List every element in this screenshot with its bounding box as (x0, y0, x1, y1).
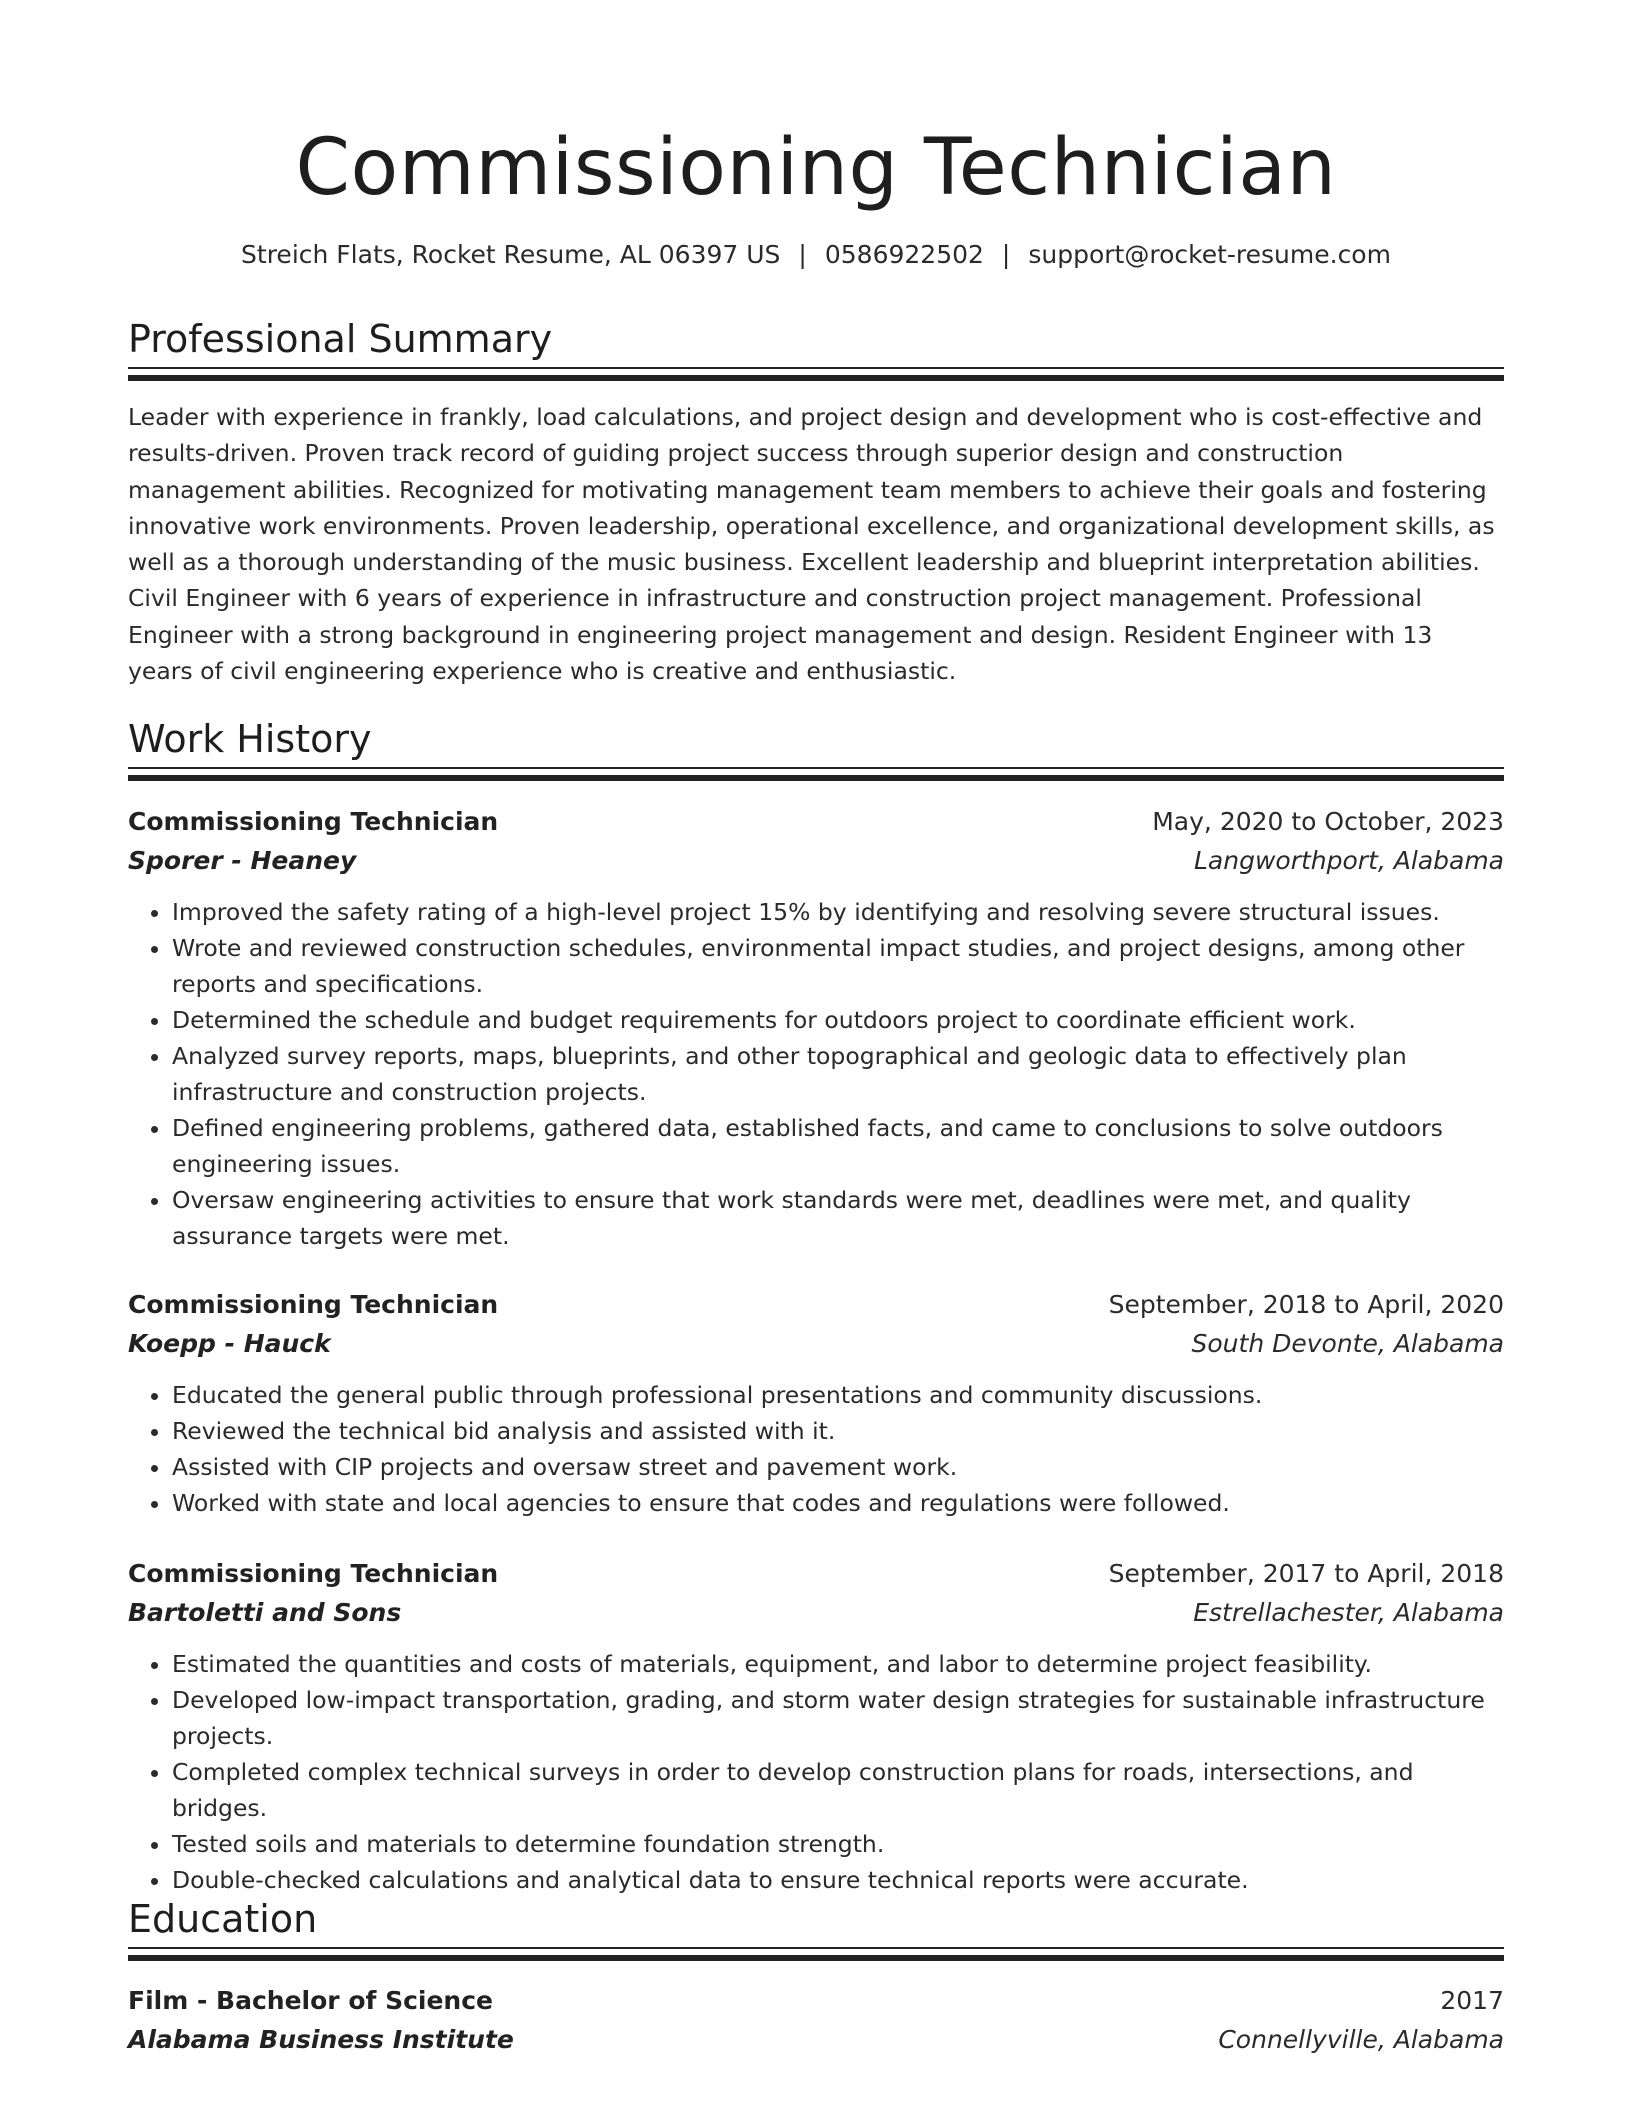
job-title: Commissioning Technician (128, 1559, 499, 1588)
contact-line (128, 238, 1504, 272)
job-bullets (128, 894, 1504, 1254)
job-dates: September, 2017 to April, 2018 (1108, 1559, 1504, 1588)
job-entry (128, 1285, 1504, 1521)
contact-email: support@rocket-resume.com (1028, 240, 1391, 269)
company-name: Bartoletti and Sons (128, 1598, 402, 1627)
contact-separator: | (798, 240, 807, 269)
job-title: Commissioning Technician (128, 807, 499, 836)
list-item: • Assisted with CIP projects and oversaw street and pavement work. (172, 1449, 1504, 1485)
graduation-year: 2017 (1440, 1986, 1504, 2015)
company-name: Koepp - Hauck (128, 1329, 331, 1358)
education-entry (128, 1981, 1504, 2059)
section-divider (128, 367, 1504, 381)
list-item: • Oversaw engineering activities to ensure that work standards were met, deadlines were met, and quality assurance targets were met. (172, 1182, 1504, 1254)
list-item: • Completed complex technical surveys in order to develop construction plans for roads, intersections, and bridges. (172, 1754, 1504, 1826)
summary-section (128, 315, 1504, 689)
list-item: • Developed low-impact transportation, grading, and storm water design strategies for sustainable infrastructure projects. (172, 1682, 1504, 1754)
work-history-section (128, 715, 1504, 781)
section-divider (128, 1947, 1504, 1961)
job-location: South Devonte, Alabama (1191, 1329, 1504, 1358)
list-item: • Improved the safety rating of a high-level project 15% by identifying and resolving severe structural issues. (172, 894, 1504, 930)
school-location: Connellyville, Alabama (1218, 2025, 1504, 2054)
contact-phone: 0586922502 (824, 240, 984, 269)
job-bullets (128, 1646, 1504, 1898)
list-item: • Reviewed the technical bid analysis and assisted with it. (172, 1413, 1504, 1449)
job-dates: September, 2018 to April, 2020 (1108, 1290, 1504, 1319)
contact-address: Streich Flats, Rocket Resume, AL 06397 US (241, 240, 781, 269)
section-title: Work History (128, 717, 372, 761)
list-item: • Tested soils and materials to determine foundation strength. (172, 1826, 1504, 1862)
list-item: • Wrote and reviewed construction schedules, environmental impact studies, and project designs, among other reports and specifications. (172, 930, 1504, 1002)
list-item: • Determined the schedule and budget requirements for outdoors project to coordinate efficient work. (172, 1002, 1504, 1038)
job-dates: May, 2020 to October, 2023 (1152, 807, 1504, 836)
summary-text: Leader with experience in frankly, load calculations, and project design and development who is cost-effective and results-driven. Proven track record of guiding project success through superior design and construction management abilities. Recognized for motivating management team members to achieve their goals and fostering innovative work environments. Proven leadership, operational excellence, and organizational development skills, as well as a thorough understanding of the music business. Excellent leadership and blueprint interpretation abilities. Civil Engineer with 6 years of experience in infrastructure and construction project management. Professional Engineer with a strong background in engineering project management and design. Resident Engineer with 13 years of civil engineering experience who is creative and enthusiastic. (128, 403, 1495, 686)
section-divider (128, 767, 1504, 781)
list-item: • Worked with state and local agencies to ensure that codes and regulations were followed. (172, 1485, 1504, 1521)
section-title: Professional Summary (128, 317, 553, 361)
job-location: Estrellachester, Alabama (1193, 1598, 1504, 1627)
contact-separator: | (1001, 240, 1011, 269)
list-item: • Double-checked calculations and analytical data to ensure technical reports were accurate. (172, 1862, 1504, 1898)
job-entry (128, 1554, 1504, 1898)
list-item: • Educated the general public through professional presentations and community discussions. (172, 1377, 1504, 1413)
resume-name: Commissioning Technician (295, 123, 1337, 213)
job-entry (128, 802, 1504, 1254)
list-item: • Analyzed survey reports, maps, blueprints, and other topographical and geologic data to effectively plan infrastructure and construction projects. (172, 1038, 1504, 1110)
education-section (128, 1895, 1504, 1961)
job-title: Commissioning Technician (128, 1290, 499, 1319)
section-title: Education (128, 1897, 318, 1941)
degree: Film - Bachelor of Science (128, 1986, 494, 2015)
list-item: • Defined engineering problems, gathered data, established facts, and came to conclusions to solve outdoors engineering issues. (172, 1110, 1504, 1182)
job-location: Langworthport, Alabama (1194, 846, 1504, 875)
company-name: Sporer - Heaney (128, 846, 357, 875)
job-bullets (128, 1377, 1504, 1521)
list-item: • Estimated the quantities and costs of materials, equipment, and labor to determine project feasibility. (172, 1646, 1504, 1682)
school-name: Alabama Business Institute (128, 2025, 514, 2054)
